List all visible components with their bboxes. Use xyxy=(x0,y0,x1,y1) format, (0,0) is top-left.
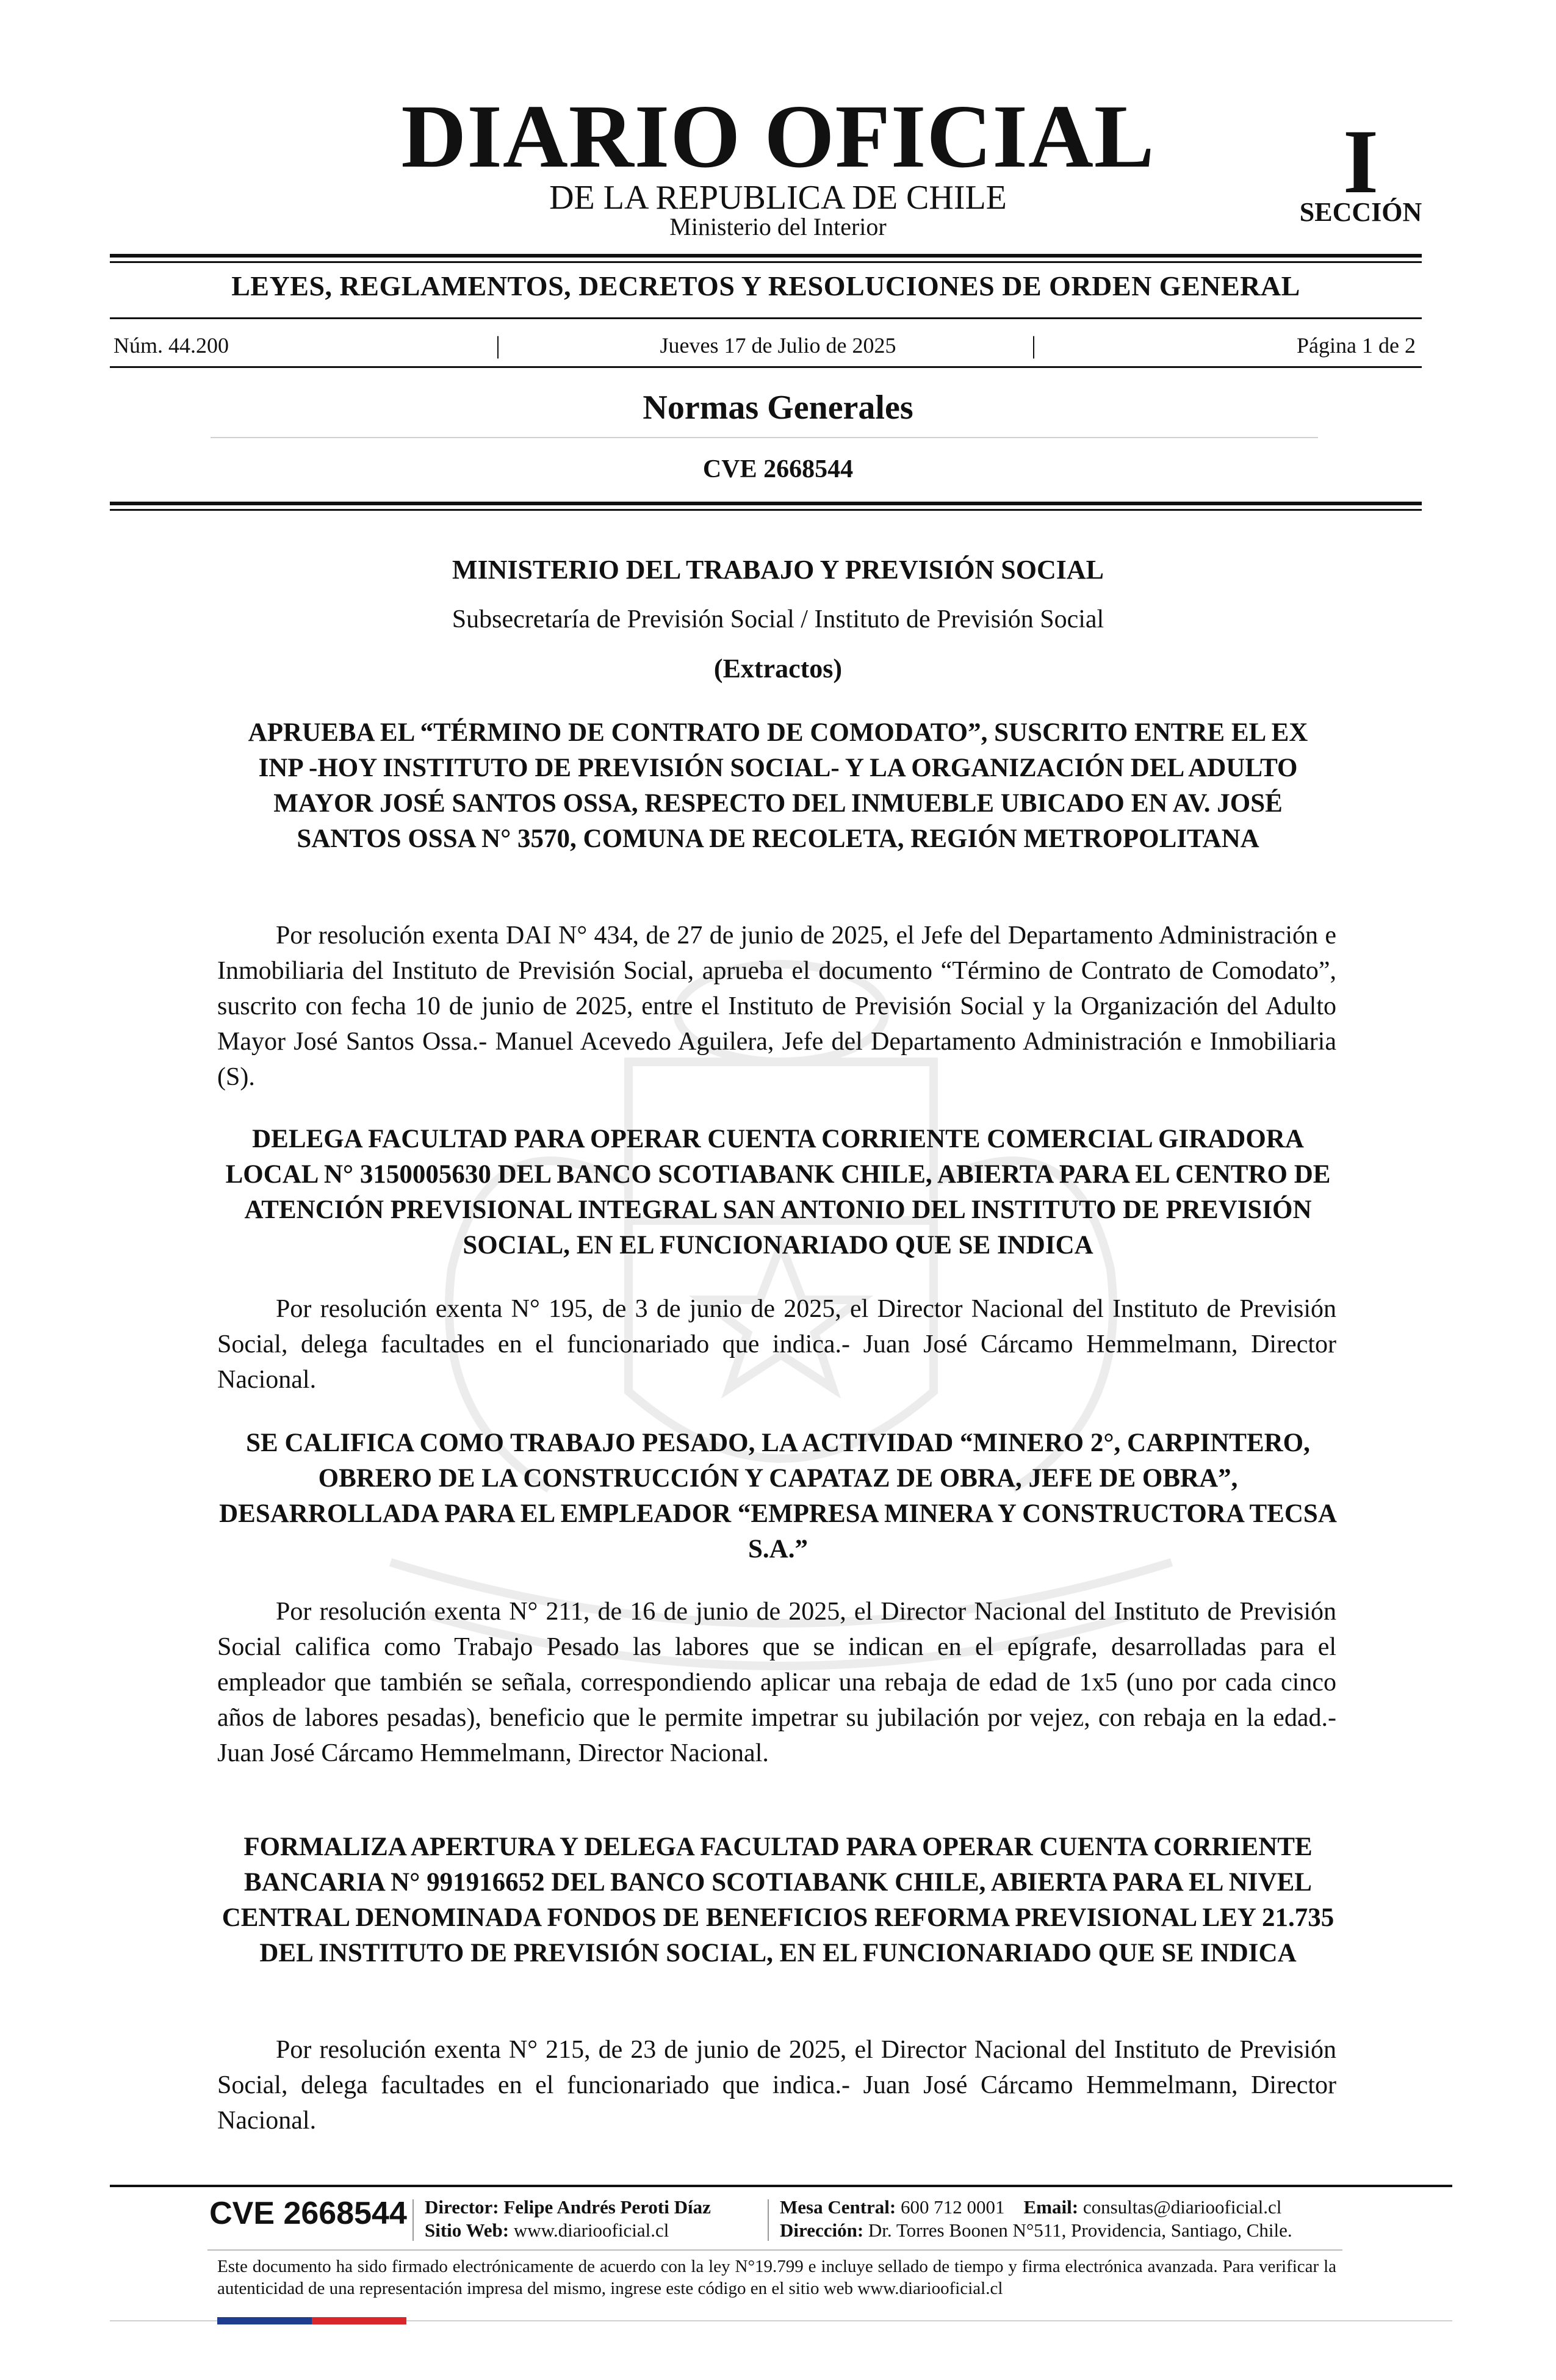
section-title-rule xyxy=(211,437,1318,438)
section-label: SECCIÓN xyxy=(1299,197,1422,227)
page-indicator: Página 1 de 2 xyxy=(1297,333,1416,358)
item-paragraph: Por resolución exenta N° 211, de 16 de junio de 2025, el Director Nacional del Instituto de Previsión Social califica como Trabajo Pesado las labores que se indican en el epígrafe, desarrolladas para el empleador que también se señala, correspondiendo aplicar una rebaja de edad de 1x5 (uno por cada cinco años de labores pesadas), beneficio que le permite impetrar su jubilación por vejez, con rebaja en la edad.- Juan José Cárcamo Hemmelmann, Director Nacional. xyxy=(217,1598,1336,1767)
email-label: Email: xyxy=(1023,2196,1079,2218)
extractos-label: (Extractos) xyxy=(713,654,843,683)
footer-divider xyxy=(768,2199,769,2241)
category-banner: LEYES, REGLAMENTOS, DECRETOS Y RESOLUCIONES DE ORDEN GENERAL xyxy=(231,270,1300,301)
issue-date: Jueves 17 de Julio de 2025 xyxy=(660,333,896,358)
item-paragraph: Por resolución exenta DAI N° 434, de 27 de junio de 2025, el Jefe del Departamento Administración e Inmobiliaria del Instituto de Previsión Social, aprueba el documento “Término de Contrato de Comodato”, suscrito con fecha 10 de junio de 2025, entre el Instituto de Previsión Social y la Organización del Adulto Mayor José Santos Ossa.- Manuel Acevedo Aguilera, Jefe del Departamento Administración e Inmobiliaria (S). xyxy=(217,921,1336,1091)
address-label: Dirección: xyxy=(780,2220,864,2241)
footer-divider xyxy=(412,2199,414,2241)
footer-rule xyxy=(110,2185,1452,2187)
cve-code: CVE 2668544 xyxy=(702,455,854,483)
item-paragraph: Por resolución exenta N° 195, de 3 de junio de 2025, el Director Nacional del Instituto de Previsión Social, delega facultades en el funcionariado que indica.- Juan José Cárcamo Hemmelmann, Director Nacional. xyxy=(217,1295,1336,1394)
section-number: I xyxy=(1342,111,1379,212)
footer-inner-rule xyxy=(207,2249,1342,2251)
meta-separator: | xyxy=(1031,331,1037,359)
footer-cve-code: CVE 2668544 xyxy=(209,2196,407,2231)
subsecretaria-line: Subsecretaría de Previsión Social / Instituto de Previsión Social xyxy=(452,605,1104,633)
website-link[interactable]: www.diariooficial.cl xyxy=(513,2220,669,2241)
item-heading: SE CALIFICA COMO TRABAJO PESADO, LA ACTIVIDAD “MINERO 2°, CARPINTERO, OBRERO DE LA CONSTRUCCIÓN Y CAPATAZ DE OBRA, JEFE DE OBRA”, DESARROLLADA PARA EL EMPLEADOR “EMPRESA MINERA Y CONSTRUCTORA TECSA S.A.” xyxy=(219,1429,1337,1563)
meta-rule-top xyxy=(110,317,1422,319)
item-heading: FORMALIZA APERTURA Y DELEGA FACULTAD PARA OPERAR CUENTA CORRIENTE BANCARIA N° 991916652 DEL BANCO SCOTIABANK CHILE, ABIERTA PARA EL NIVEL CENTRAL DENOMINADA FONDOS DE BENEFICIOS REFORMA PREVISIONAL LEY 21.735 DEL INSTITUTO DE PREVISIÓN SOCIAL, EN EL FUNCIONARIADO QUE SE INDICA xyxy=(222,1833,1334,1967)
meta-rule-bottom xyxy=(110,366,1422,368)
flag-stripe-blue xyxy=(217,2317,312,2324)
header-rule-top xyxy=(110,254,1422,258)
email-link[interactable]: consultas@diariooficial.cl xyxy=(1082,2196,1282,2218)
meta-separator: | xyxy=(495,331,501,359)
masthead-subtitle: DE LA REPUBLICA DE CHILE xyxy=(549,179,1007,217)
body-rule-top-thin xyxy=(110,509,1422,511)
director-label: Director: xyxy=(425,2196,499,2218)
masthead-title: DIARIO OFICIAL xyxy=(401,87,1155,187)
footer-contact-block xyxy=(780,2196,1427,2242)
flag-stripe-red xyxy=(312,2317,406,2324)
item-heading: DELEGA FACULTAD PARA OPERAR CUENTA CORRIENTE COMERCIAL GIRADORA LOCAL N° 3150005630 DEL BANCO SCOTIABANK CHILE, ABIERTA PARA EL CENTRO DE ATENCIÓN PREVISIONAL INTEGRAL SAN ANTONIO DEL INSTITUTO DE PREVISIÓN SOCIAL, EN EL FUNCIONARIADO QUE SE INDICA xyxy=(225,1125,1331,1260)
footer-director-block xyxy=(425,2196,766,2242)
body-rule-top xyxy=(110,502,1422,505)
address-text: Dr. Torres Boonen N°511, Providencia, Santiago, Chile. xyxy=(868,2220,1292,2241)
ministry-heading: MINISTERIO DEL TRABAJO Y PREVISIÓN SOCIAL xyxy=(452,555,1104,585)
director-name: Felipe Andrés Peroti Díaz xyxy=(503,2196,711,2218)
item-heading: APRUEBA EL “TÉRMINO DE CONTRATO DE COMODATO”, SUSCRITO ENTRE EL EX INP -HOY INSTITUTO DE PREVISIÓN SOCIAL- Y LA ORGANIZACIÓN DEL ADULTO MAYOR JOSÉ SANTOS OSSA, RESPECTO DEL INMUEBLE UBICADO EN AV. JOSÉ SANTOS OSSA N° 3570, COMUNA DE RECOLETA, REGIÓN METROPOLITANA xyxy=(248,718,1308,853)
section-title: Normas Generales xyxy=(643,389,913,427)
phone-label: Mesa Central: xyxy=(780,2196,896,2218)
legal-notice: Este documento ha sido firmado electrónicamente de acuerdo con la ley N°19.799 e incluye sellado de tiempo y firma electrónica avanzada. Para verificar la autenticidad de una representación impresa del mismo, ingrese este código en el sitio web www.diariooficial.cl xyxy=(217,2257,1336,2298)
masthead-ministry: Ministerio del Interior xyxy=(669,213,887,240)
header-rule-top-thin xyxy=(110,261,1422,263)
web-label: Sitio Web: xyxy=(425,2220,510,2241)
issue-number: Núm. 44.200 xyxy=(113,333,229,358)
item-paragraph: Por resolución exenta N° 215, de 23 de junio de 2025, el Director Nacional del Instituto de Previsión Social, delega facultades en el funcionariado que indica.- Juan José Cárcamo Hemmelmann, Director Nacional. xyxy=(217,2036,1336,2135)
phone-number: 600 712 0001 xyxy=(901,2196,1005,2218)
